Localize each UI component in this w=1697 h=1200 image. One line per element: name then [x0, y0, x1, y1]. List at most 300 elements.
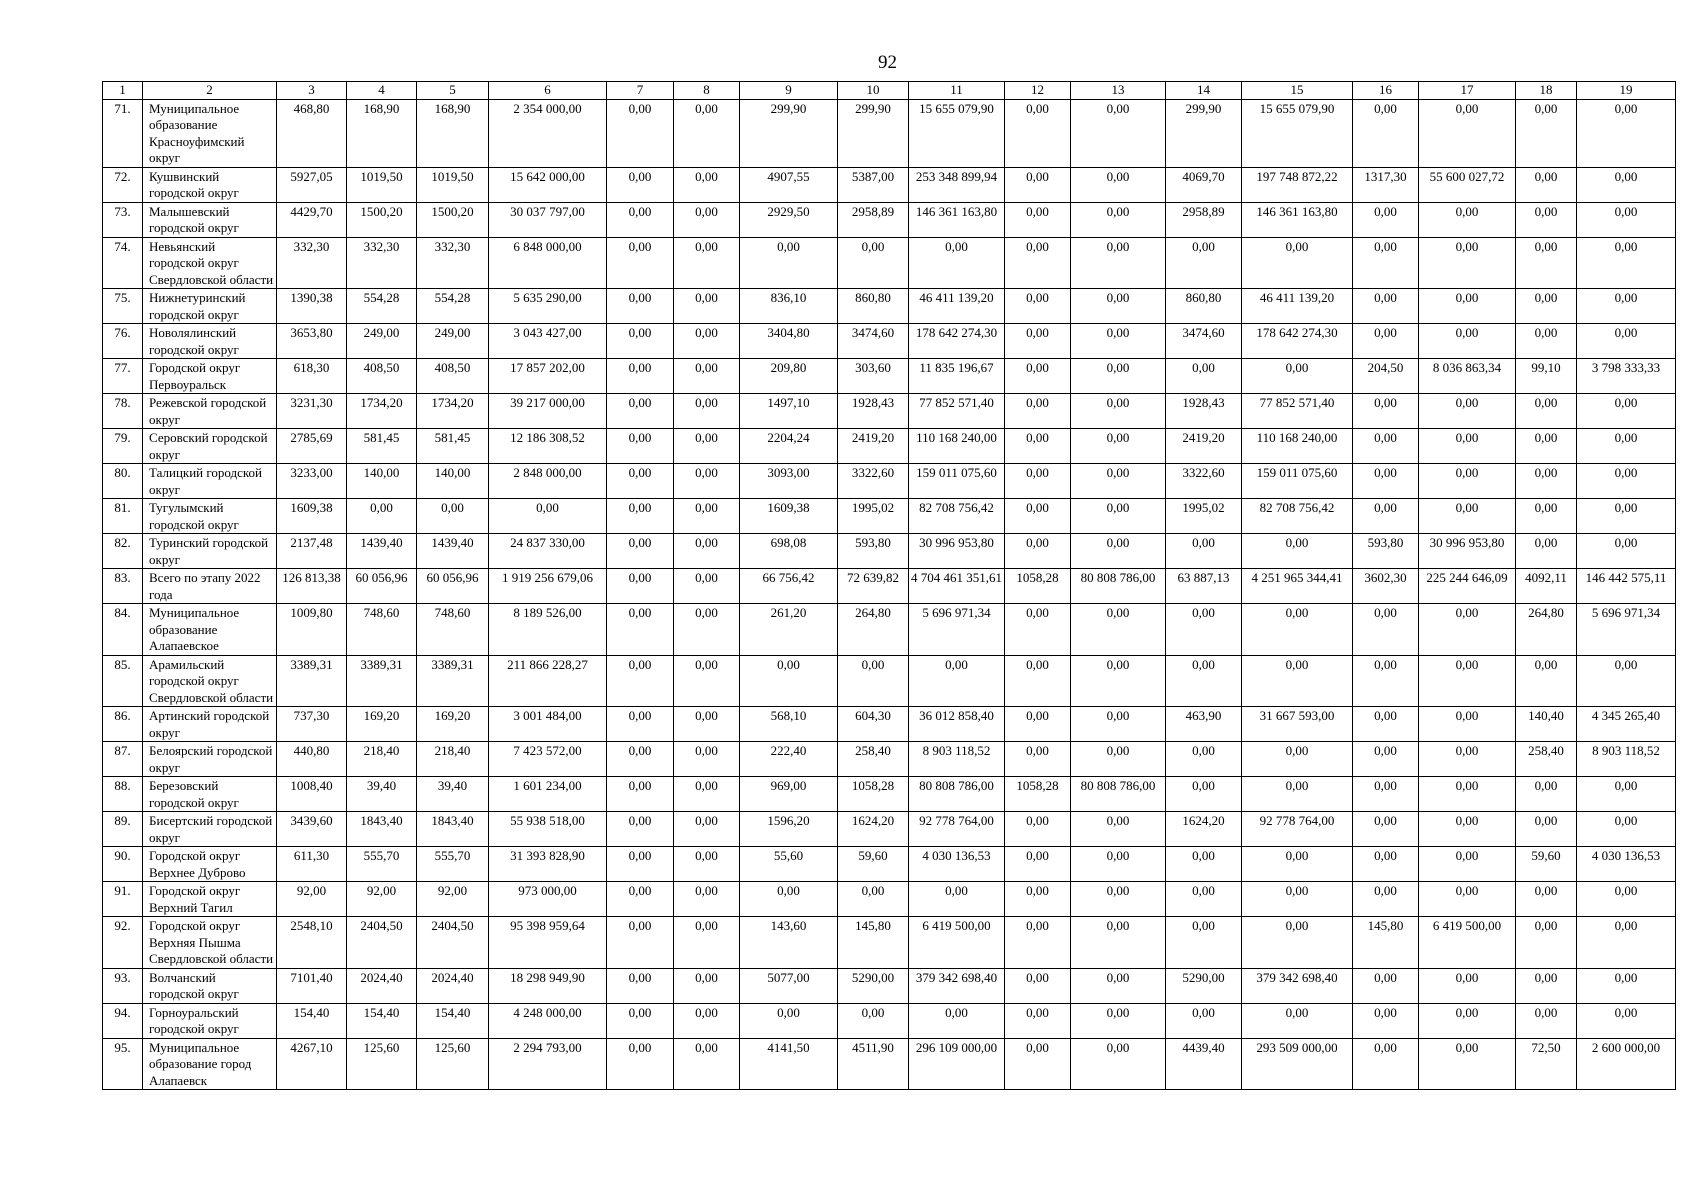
table-row: [103, 812, 1676, 847]
value-cell: 4429,70: [277, 202, 347, 237]
value-cell: 860,80: [838, 289, 909, 324]
value-cell: 1019,50: [417, 167, 489, 202]
value-cell: 253 348 899,94: [909, 167, 1005, 202]
value-cell: 92,00: [417, 882, 489, 917]
value-cell: 0,00: [489, 499, 607, 534]
column-header: 14: [1166, 82, 1242, 100]
municipality-name-cell: Кушвинский городской округ: [143, 167, 277, 202]
municipality-name-cell: Муниципальное образование город Алапаевск: [143, 1038, 277, 1090]
value-cell: 3322,60: [1166, 464, 1242, 499]
value-cell: 0,00: [1353, 882, 1419, 917]
value-cell: 379 342 698,40: [909, 968, 1005, 1003]
value-cell: 0,00: [1005, 707, 1071, 742]
value-cell: 60 056,96: [417, 569, 489, 604]
value-cell: 0,00: [674, 812, 740, 847]
value-cell: 95 398 959,64: [489, 917, 607, 969]
value-cell: 0,00: [1516, 429, 1577, 464]
value-cell: 3474,60: [1166, 324, 1242, 359]
value-cell: 92,00: [347, 882, 417, 917]
row-number-cell: 71.: [103, 99, 143, 167]
value-cell: 72,50: [1516, 1038, 1577, 1090]
value-cell: 0,00: [674, 99, 740, 167]
value-cell: 15 655 079,90: [1242, 99, 1353, 167]
table-row: [103, 1038, 1676, 1090]
value-cell: 1390,38: [277, 289, 347, 324]
table-row: [103, 569, 1676, 604]
value-cell: 555,70: [347, 847, 417, 882]
municipality-name-cell: Тугулымский городской округ: [143, 499, 277, 534]
value-cell: 0,00: [838, 237, 909, 289]
value-cell: 3439,60: [277, 812, 347, 847]
value-cell: 3 798 333,33: [1577, 359, 1676, 394]
value-cell: 748,60: [417, 604, 489, 656]
value-cell: 0,00: [1353, 604, 1419, 656]
value-cell: 1019,50: [347, 167, 417, 202]
table-row: [103, 359, 1676, 394]
value-cell: 0,00: [1005, 742, 1071, 777]
column-header: 10: [838, 82, 909, 100]
value-cell: 303,60: [838, 359, 909, 394]
row-number-cell: 93.: [103, 968, 143, 1003]
value-cell: 2404,50: [347, 917, 417, 969]
value-cell: 0,00: [674, 429, 740, 464]
value-cell: 3093,00: [740, 464, 838, 499]
value-cell: 0,00: [1071, 742, 1166, 777]
value-cell: 82 708 756,42: [909, 499, 1005, 534]
value-cell: 0,00: [1516, 324, 1577, 359]
value-cell: 3653,80: [277, 324, 347, 359]
value-cell: 0,00: [607, 359, 674, 394]
municipality-name-cell: Невьянский городской округ Свердловской области: [143, 237, 277, 289]
column-header: 16: [1353, 82, 1419, 100]
value-cell: 604,30: [838, 707, 909, 742]
value-cell: 0,00: [1005, 847, 1071, 882]
value-cell: 0,00: [674, 464, 740, 499]
value-cell: 7101,40: [277, 968, 347, 1003]
value-cell: 0,00: [1005, 1038, 1071, 1090]
value-cell: 0,00: [1071, 847, 1166, 882]
value-cell: 17 857 202,00: [489, 359, 607, 394]
value-cell: 0,00: [1516, 464, 1577, 499]
value-cell: 0,00: [1516, 499, 1577, 534]
table-row: [103, 882, 1676, 917]
value-cell: 0,00: [838, 655, 909, 707]
table-row: [103, 742, 1676, 777]
value-cell: 568,10: [740, 707, 838, 742]
value-cell: 0,00: [1242, 359, 1353, 394]
value-cell: 0,00: [1516, 917, 1577, 969]
value-cell: 0,00: [1071, 968, 1166, 1003]
value-cell: 0,00: [674, 289, 740, 324]
value-cell: 0,00: [1419, 99, 1516, 167]
value-cell: 836,10: [740, 289, 838, 324]
value-cell: 2958,89: [1166, 202, 1242, 237]
value-cell: 0,00: [1516, 202, 1577, 237]
value-cell: 5 635 290,00: [489, 289, 607, 324]
value-cell: 0,00: [1577, 289, 1676, 324]
value-cell: 0,00: [1005, 1003, 1071, 1038]
value-cell: 0,00: [909, 882, 1005, 917]
value-cell: 0,00: [1166, 777, 1242, 812]
table-row: [103, 707, 1676, 742]
column-header: 17: [1419, 82, 1516, 100]
value-cell: 0,00: [607, 812, 674, 847]
value-cell: 0,00: [607, 1038, 674, 1090]
value-cell: 0,00: [674, 707, 740, 742]
value-cell: 5290,00: [1166, 968, 1242, 1003]
table-row: [103, 429, 1676, 464]
value-cell: 3 043 427,00: [489, 324, 607, 359]
value-cell: 293 509 000,00: [1242, 1038, 1353, 1090]
value-cell: 1995,02: [838, 499, 909, 534]
value-cell: 4 030 136,53: [1577, 847, 1676, 882]
value-cell: 249,00: [417, 324, 489, 359]
value-cell: 2024,40: [347, 968, 417, 1003]
municipality-name-cell: Волчанский городской округ: [143, 968, 277, 1003]
value-cell: 0,00: [1353, 1003, 1419, 1038]
value-cell: 0,00: [674, 777, 740, 812]
value-cell: 0,00: [1071, 534, 1166, 569]
value-cell: 77 852 571,40: [1242, 394, 1353, 429]
value-cell: 77 852 571,40: [909, 394, 1005, 429]
value-cell: 264,80: [838, 604, 909, 656]
value-cell: 140,00: [347, 464, 417, 499]
value-cell: 204,50: [1353, 359, 1419, 394]
value-cell: 59,60: [1516, 847, 1577, 882]
value-cell: 1058,28: [838, 777, 909, 812]
value-cell: 0,00: [1419, 202, 1516, 237]
row-number-cell: 90.: [103, 847, 143, 882]
value-cell: 36 012 858,40: [909, 707, 1005, 742]
value-cell: 0,00: [674, 569, 740, 604]
table-row: [103, 1003, 1676, 1038]
value-cell: 0,00: [1242, 604, 1353, 656]
value-cell: 1609,38: [740, 499, 838, 534]
value-cell: 0,00: [1166, 742, 1242, 777]
value-cell: 0,00: [1577, 202, 1676, 237]
value-cell: 0,00: [1071, 167, 1166, 202]
value-cell: 99,10: [1516, 359, 1577, 394]
value-cell: 748,60: [347, 604, 417, 656]
value-cell: 0,00: [1005, 324, 1071, 359]
value-cell: 0,00: [674, 1038, 740, 1090]
table-row: [103, 847, 1676, 882]
value-cell: 973 000,00: [489, 882, 607, 917]
value-cell: 6 419 500,00: [1419, 917, 1516, 969]
value-cell: 3602,30: [1353, 569, 1419, 604]
value-cell: 0,00: [1071, 655, 1166, 707]
value-cell: 2 600 000,00: [1577, 1038, 1676, 1090]
value-cell: 0,00: [1166, 655, 1242, 707]
value-cell: 145,80: [1353, 917, 1419, 969]
value-cell: 0,00: [1577, 1003, 1676, 1038]
value-cell: 4092,11: [1516, 569, 1577, 604]
value-cell: 0,00: [1166, 847, 1242, 882]
value-cell: 3389,31: [277, 655, 347, 707]
value-cell: 593,80: [838, 534, 909, 569]
value-cell: 0,00: [1516, 394, 1577, 429]
value-cell: 0,00: [674, 968, 740, 1003]
value-cell: 154,40: [347, 1003, 417, 1038]
table-row: [103, 237, 1676, 289]
value-cell: 0,00: [1353, 1038, 1419, 1090]
value-cell: 261,20: [740, 604, 838, 656]
value-cell: 125,60: [417, 1038, 489, 1090]
value-cell: 0,00: [1516, 812, 1577, 847]
row-number-cell: 80.: [103, 464, 143, 499]
table-row: [103, 167, 1676, 202]
value-cell: 0,00: [1353, 237, 1419, 289]
value-cell: 5290,00: [838, 968, 909, 1003]
value-cell: 0,00: [1005, 429, 1071, 464]
value-cell: 4439,40: [1166, 1038, 1242, 1090]
row-number-cell: 74.: [103, 237, 143, 289]
value-cell: 0,00: [1005, 882, 1071, 917]
value-cell: 581,45: [417, 429, 489, 464]
value-cell: 0,00: [1353, 707, 1419, 742]
value-cell: 0,00: [674, 882, 740, 917]
value-cell: 15 655 079,90: [909, 99, 1005, 167]
row-number-cell: 81.: [103, 499, 143, 534]
table-row: [103, 289, 1676, 324]
value-cell: 0,00: [1577, 534, 1676, 569]
column-header: 13: [1071, 82, 1166, 100]
column-header: 5: [417, 82, 489, 100]
value-cell: 0,00: [1419, 812, 1516, 847]
value-cell: 0,00: [1577, 917, 1676, 969]
table-row: [103, 324, 1676, 359]
value-cell: 31 667 593,00: [1242, 707, 1353, 742]
value-cell: 0,00: [1353, 847, 1419, 882]
value-cell: 0,00: [1005, 289, 1071, 324]
value-cell: 154,40: [277, 1003, 347, 1038]
value-cell: 24 837 330,00: [489, 534, 607, 569]
value-cell: 2929,50: [740, 202, 838, 237]
value-cell: 4 704 461 351,61: [909, 569, 1005, 604]
row-number-cell: 89.: [103, 812, 143, 847]
value-cell: 0,00: [1419, 464, 1516, 499]
value-cell: 0,00: [674, 655, 740, 707]
value-cell: 4511,90: [838, 1038, 909, 1090]
value-cell: 969,00: [740, 777, 838, 812]
value-cell: 0,00: [1577, 499, 1676, 534]
value-cell: 39,40: [347, 777, 417, 812]
value-cell: 0,00: [674, 917, 740, 969]
value-cell: 0,00: [1419, 847, 1516, 882]
value-cell: 0,00: [1419, 394, 1516, 429]
value-cell: 0,00: [1005, 968, 1071, 1003]
value-cell: 3233,00: [277, 464, 347, 499]
value-cell: 299,90: [740, 99, 838, 167]
value-cell: 169,20: [347, 707, 417, 742]
value-cell: 0,00: [607, 742, 674, 777]
value-cell: 440,80: [277, 742, 347, 777]
value-cell: 2548,10: [277, 917, 347, 969]
value-cell: 1928,43: [1166, 394, 1242, 429]
row-number-cell: 91.: [103, 882, 143, 917]
value-cell: 2958,89: [838, 202, 909, 237]
municipality-name-cell: Белоярский городской округ: [143, 742, 277, 777]
value-cell: 30 996 953,80: [1419, 534, 1516, 569]
value-cell: 126 813,38: [277, 569, 347, 604]
value-cell: 46 411 139,20: [1242, 289, 1353, 324]
value-cell: 0,00: [1242, 917, 1353, 969]
value-cell: 1497,10: [740, 394, 838, 429]
value-cell: 2419,20: [1166, 429, 1242, 464]
value-cell: 0,00: [607, 777, 674, 812]
value-cell: 0,00: [1071, 604, 1166, 656]
value-cell: 0,00: [1242, 847, 1353, 882]
value-cell: 5 696 971,34: [909, 604, 1005, 656]
row-number-cell: 95.: [103, 1038, 143, 1090]
value-cell: 1843,40: [417, 812, 489, 847]
value-cell: 0,00: [1353, 655, 1419, 707]
value-cell: 0,00: [674, 237, 740, 289]
value-cell: 0,00: [1071, 99, 1166, 167]
value-cell: 0,00: [607, 569, 674, 604]
value-cell: 0,00: [1071, 499, 1166, 534]
value-cell: 0,00: [909, 237, 1005, 289]
value-cell: 4 248 000,00: [489, 1003, 607, 1038]
value-cell: 0,00: [1071, 707, 1166, 742]
value-cell: 0,00: [1353, 202, 1419, 237]
value-cell: 5 696 971,34: [1577, 604, 1676, 656]
value-cell: 0,00: [1419, 1038, 1516, 1090]
value-cell: 0,00: [1419, 324, 1516, 359]
value-cell: 611,30: [277, 847, 347, 882]
value-cell: 159 011 075,60: [909, 464, 1005, 499]
value-cell: 0,00: [1353, 289, 1419, 324]
row-number-cell: 83.: [103, 569, 143, 604]
value-cell: 0,00: [1353, 464, 1419, 499]
value-cell: 0,00: [674, 324, 740, 359]
row-number-cell: 94.: [103, 1003, 143, 1038]
value-cell: 4907,55: [740, 167, 838, 202]
value-cell: 1 919 256 679,06: [489, 569, 607, 604]
municipality-name-cell: Талицкий городской округ: [143, 464, 277, 499]
value-cell: 379 342 698,40: [1242, 968, 1353, 1003]
value-cell: 4141,50: [740, 1038, 838, 1090]
value-cell: 0,00: [1516, 968, 1577, 1003]
value-cell: 0,00: [1071, 917, 1166, 969]
column-header: 9: [740, 82, 838, 100]
row-number-cell: 87.: [103, 742, 143, 777]
value-cell: 0,00: [674, 534, 740, 569]
value-cell: 0,00: [674, 167, 740, 202]
value-cell: 6 848 000,00: [489, 237, 607, 289]
value-cell: 0,00: [1419, 655, 1516, 707]
value-cell: 4 030 136,53: [909, 847, 1005, 882]
value-cell: 46 411 139,20: [909, 289, 1005, 324]
value-cell: 55,60: [740, 847, 838, 882]
value-cell: 2137,48: [277, 534, 347, 569]
value-cell: 92 778 764,00: [1242, 812, 1353, 847]
value-cell: 146 361 163,80: [1242, 202, 1353, 237]
value-cell: 299,90: [1166, 99, 1242, 167]
municipality-name-cell: Муниципальное образование Алапаевское: [143, 604, 277, 656]
value-cell: 0,00: [740, 655, 838, 707]
value-cell: 4069,70: [1166, 167, 1242, 202]
value-cell: 332,30: [417, 237, 489, 289]
value-cell: 0,00: [1577, 99, 1676, 167]
value-cell: 0,00: [607, 237, 674, 289]
value-cell: 0,00: [1419, 604, 1516, 656]
value-cell: 0,00: [1005, 359, 1071, 394]
value-cell: 0,00: [607, 604, 674, 656]
municipality-name-cell: Всего по этапу 2022 года: [143, 569, 277, 604]
column-header: 11: [909, 82, 1005, 100]
value-cell: 197 748 872,22: [1242, 167, 1353, 202]
table-row: [103, 655, 1676, 707]
value-cell: 0,00: [1516, 289, 1577, 324]
value-cell: 30 037 797,00: [489, 202, 607, 237]
value-cell: 264,80: [1516, 604, 1577, 656]
value-cell: 0,00: [1242, 237, 1353, 289]
value-cell: 0,00: [1166, 237, 1242, 289]
value-cell: 18 298 949,90: [489, 968, 607, 1003]
value-cell: 0,00: [1071, 464, 1166, 499]
value-cell: 0,00: [1005, 534, 1071, 569]
value-cell: 0,00: [1071, 882, 1166, 917]
value-cell: 2785,69: [277, 429, 347, 464]
value-cell: 0,00: [1516, 534, 1577, 569]
value-cell: 0,00: [607, 289, 674, 324]
value-cell: 0,00: [347, 499, 417, 534]
column-header: 6: [489, 82, 607, 100]
value-cell: 0,00: [607, 968, 674, 1003]
value-cell: 0,00: [1166, 917, 1242, 969]
value-cell: 737,30: [277, 707, 347, 742]
value-cell: 8 189 526,00: [489, 604, 607, 656]
table-row: [103, 917, 1676, 969]
value-cell: 332,30: [277, 237, 347, 289]
value-cell: 0,00: [607, 882, 674, 917]
value-cell: 0,00: [909, 1003, 1005, 1038]
value-cell: 8 036 863,34: [1419, 359, 1516, 394]
value-cell: 0,00: [1071, 1038, 1166, 1090]
value-cell: 0,00: [1577, 777, 1676, 812]
value-cell: 0,00: [1353, 99, 1419, 167]
value-cell: 63 887,13: [1166, 569, 1242, 604]
value-cell: 225 244 646,09: [1419, 569, 1516, 604]
column-header: 1: [103, 82, 143, 100]
value-cell: 0,00: [1005, 237, 1071, 289]
municipality-name-cell: Нижнетуринский городской округ: [143, 289, 277, 324]
value-cell: 0,00: [1577, 464, 1676, 499]
value-cell: 7 423 572,00: [489, 742, 607, 777]
value-cell: 0,00: [674, 1003, 740, 1038]
value-cell: 72 639,82: [838, 569, 909, 604]
value-cell: 145,80: [838, 917, 909, 969]
municipality-name-cell: Городской округ Верхнее Дуброво: [143, 847, 277, 882]
value-cell: 0,00: [1166, 604, 1242, 656]
value-cell: 0,00: [1071, 359, 1166, 394]
value-cell: 258,40: [838, 742, 909, 777]
value-cell: 3474,60: [838, 324, 909, 359]
value-cell: 0,00: [1577, 237, 1676, 289]
value-cell: 39,40: [417, 777, 489, 812]
value-cell: 0,00: [607, 707, 674, 742]
value-cell: 0,00: [674, 742, 740, 777]
value-cell: 5077,00: [740, 968, 838, 1003]
municipality-name-cell: Горноуральский городской округ: [143, 1003, 277, 1038]
value-cell: 211 866 228,27: [489, 655, 607, 707]
value-cell: 0,00: [740, 882, 838, 917]
value-cell: 0,00: [1419, 742, 1516, 777]
value-cell: 2024,40: [417, 968, 489, 1003]
value-cell: 4 251 965 344,41: [1242, 569, 1353, 604]
value-cell: 0,00: [1516, 655, 1577, 707]
